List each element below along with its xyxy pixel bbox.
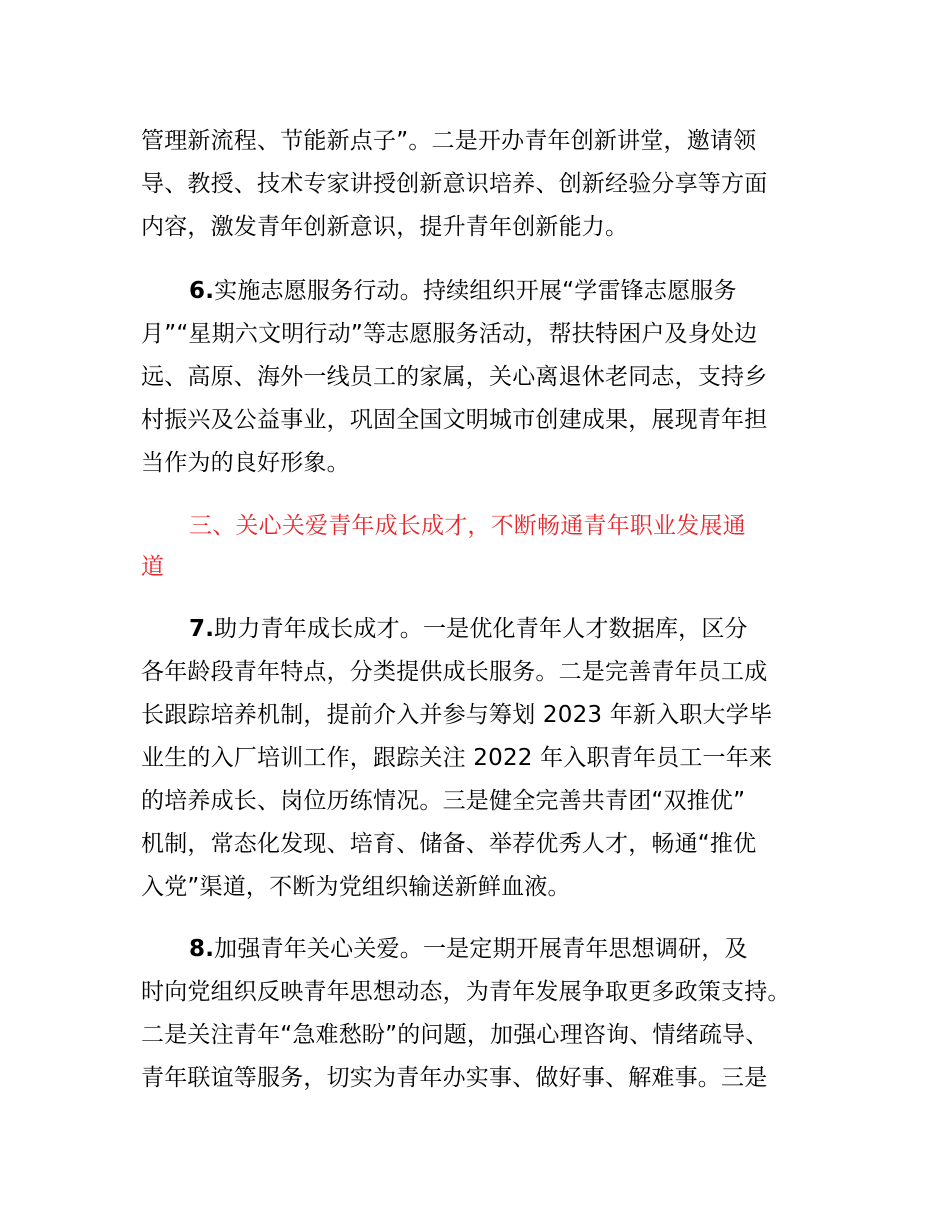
paragraph-line: 远、高原、海外一线员工的家属，关心离退休老同志，支持乡 — [141, 364, 768, 390]
item-7-first-line — [189, 612, 748, 646]
paragraph-line: 月”“星期六文明行动”等志愿服务活动，帮扶特困户及身处边 — [141, 321, 758, 347]
item-6-number: 6. — [189, 278, 215, 304]
item-8-number: 8. — [189, 936, 215, 962]
paragraph-line: 长跟踪培养机制，提前介入并参与筹划 2023 年新入职大学毕 — [141, 702, 773, 728]
paragraph-line: 当作为的良好形象。 — [141, 450, 350, 476]
paragraph-line: 时向党组织反映青年思想动态，为青年发展争取更多政策支持。 — [141, 979, 791, 1005]
paragraph-line: 的培养成长、岗位历练情况。三是健全完善共青团“双推优” — [141, 788, 746, 814]
paragraph-line: 内容，激发青年创新意识，提升青年创新能力。 — [141, 214, 629, 240]
paragraph-line: 业生的入厂培训工作，跟踪关注 2022 年入职青年员工一年来 — [141, 745, 773, 771]
item-6-first-line — [189, 274, 737, 308]
paragraph-line: 青年联谊等服务，切实为青年办实事、做好事、解难事。三是 — [141, 1065, 768, 1091]
section-heading-continued: 道 — [141, 554, 165, 580]
paragraph-line: 管理新流程、节能新点子”。二是开办青年创新讲堂，邀请领 — [141, 128, 757, 154]
item-7-number: 7. — [189, 616, 215, 642]
paragraph-line: 入党”渠道，不断为党组织输送新鲜血液。 — [141, 874, 571, 900]
item-6-title-text: 实施志愿服务行动。持续组织开展“学雷锋志愿服务 — [214, 278, 737, 304]
item-7-title-text: 助力青年成长成才。一是优化青年人才数据库，区分 — [214, 616, 748, 642]
paragraph-line: 二是关注青年“急难愁盼”的问题，加强心理咨询、情绪疏导、 — [141, 1022, 769, 1048]
paragraph-line: 村振兴及公益事业，巩固全国文明城市创建成果，展现青年担 — [141, 407, 768, 433]
paragraph-line: 导、教授、技术专家讲授创新意识培养、创新经验分享等方面 — [141, 171, 768, 197]
paragraph-line: 机制，常态化发现、培育、储备、举荐优秀人才，畅通“推优 — [141, 831, 757, 857]
item-8-first-line — [189, 932, 748, 966]
section-heading: 三、关心关爱青年成长成才，不断畅通青年职业发展通 — [189, 513, 746, 539]
paragraph-line: 各年龄段青年特点，分类提供成长服务。二是完善青年员工成 — [141, 659, 768, 685]
item-8-title-text: 加强青年关心关爱。一是定期开展青年思想调研，及 — [214, 936, 748, 962]
